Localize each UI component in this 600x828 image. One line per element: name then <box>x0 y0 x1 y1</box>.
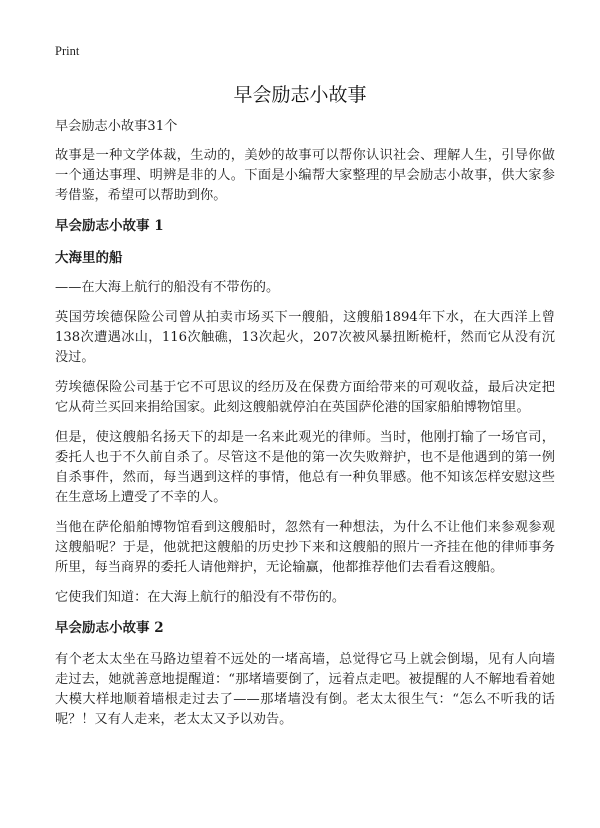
story1-paragraph: 英国劳埃德保险公司曾从拍卖市场买下一艘船，这艘船1894年下水，在大西洋上曾138次遭遇冰山，116次触礁，13次起火，207次被风暴扭断桅杆，然而它从没有沉没过。 <box>55 310 555 365</box>
story1-paragraph: 劳埃德保险公司基于它不可思议的经历及在保费方面给带来的可观收益，最后决定把它从荷兰买回来捐给国家。此刻这艘船就停泊在英国萨伦港的国家船舶博物馆里。 <box>55 380 555 415</box>
print-link[interactable]: Print <box>55 44 80 58</box>
article-body <box>55 117 555 740</box>
story1-paragraph: ——在大海上航行的船没有不带伤的。 <box>55 280 280 295</box>
intro-paragraph: 故事是一种文学体裁，生动的，美妙的故事可以帮你认识社会、理解人生，引导你做一个通达事理、明辨是非的人。下面是小编帮大家整理的早会励志小故事，供大家参考借鉴，希望可以帮助到你。 <box>55 148 555 203</box>
story1-paragraph: 但是，使这艘船名扬天下的却是一名来此观光的律师。当时，他刚打输了一场官司，委托人也于不久前自杀了。尽管这不是他的第一次失败辩护，也不是他遇到的第一例自杀事件，然而，每当遇到这样的事情，他总有一种负罪感。他不知该怎样安慰这些在生意场上遭受了不幸的人。 <box>55 430 555 505</box>
story1-heading: 早会励志小故事 1 <box>55 218 164 234</box>
story2-heading: 早会励志小故事 2 <box>55 620 164 636</box>
story1-paragraph: 它使我们知道：在大海上航行的船没有不带伤的。 <box>55 590 346 605</box>
story1-paragraph: 当他在萨伦船舶博物馆看到这艘船时，忽然有一种想法，为什么不让他们来参观参观这艘船呢？于是，他就把这艘船的历史抄下来和这艘船的照片一齐挂在他的律师事务所里，每当商界的委托人请他辩护，无论输赢，他都推荐他们去看看这艘船。 <box>55 520 555 575</box>
page-title: 早会励志小故事 <box>233 84 367 106</box>
article-subtitle: 早会励志小故事31个 <box>55 119 178 134</box>
story1-subheading: 大海里的船 <box>55 250 123 266</box>
story2-paragraph: 有个老太太坐在马路边望着不远处的一堵高墙，总觉得它马上就会倒塌，见有人向墙走过去，她就善意地提醒道：“那堵墙要倒了，远着点走吧。被提醒的人不解地看着她大模大样地顺着墙根走过去了——那堵墙没有倒。老太太很生气：“怎么不听我的话呢？！又有人走来，老太太又予以劝告。 <box>55 652 555 727</box>
